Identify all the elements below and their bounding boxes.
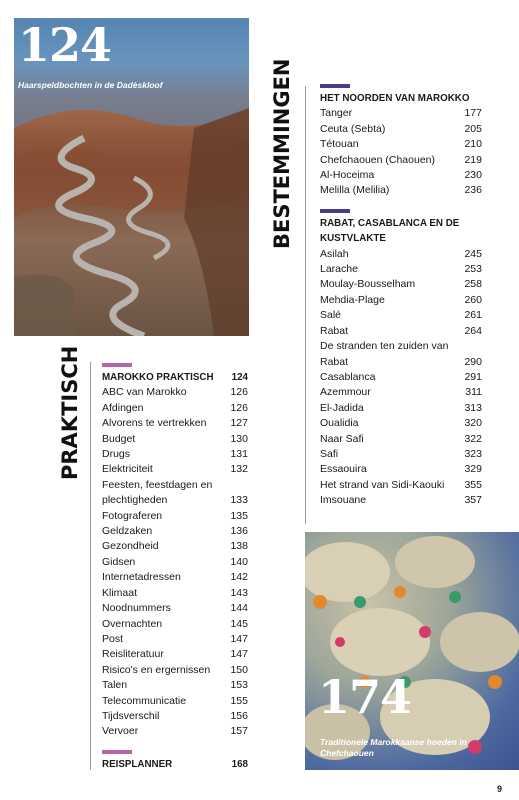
toc-entry[interactable]: Noodnummers 144	[102, 602, 248, 615]
toc-entry[interactable]: Geldzaken 136	[102, 525, 248, 538]
section-heading-bestemmingen: BESTEMMINGEN	[270, 58, 294, 249]
toc-entry[interactable]: Overnachten 145	[102, 617, 248, 630]
toc-bestemmingen	[320, 84, 482, 509]
toc-entry[interactable]: Reisliteratuur 147	[102, 648, 248, 661]
toc-entry[interactable]: Risico's en ergernissen 150	[102, 663, 248, 676]
section-color-bar	[320, 209, 350, 213]
toc-entry[interactable]: Naar Safi 322	[320, 432, 482, 445]
toc-entry[interactable]: Fotograferen 135	[102, 509, 248, 522]
toc-entry[interactable]: Afdingen 126	[102, 401, 248, 414]
photo-caption: Traditionele Marokkaanse hoeden in Chefchaouen	[320, 737, 467, 758]
toc-entry[interactable]: Gezondheid 138	[102, 540, 248, 553]
toc-entry[interactable]: Elektriciteit 132	[102, 463, 248, 476]
toc-entry[interactable]: Post 147	[102, 632, 248, 645]
toc-entry[interactable]: Oualidia 320	[320, 417, 482, 430]
toc-entry[interactable]: Het strand van Sidi-Kaouki 355	[320, 478, 482, 491]
toc-entry[interactable]: Azemmour 311	[320, 386, 482, 399]
toc-entry[interactable]: Moulay-Bousselham 258	[320, 278, 482, 291]
toc-entry[interactable]: Rabat 264	[320, 324, 482, 337]
toc-entry[interactable]: Imsouane 357	[320, 494, 482, 507]
toc-section-title[interactable]: MAROKKO PRAKTISCH 124	[102, 372, 248, 383]
toc-section	[320, 209, 482, 509]
photo-chefchaouen-hats	[305, 532, 519, 770]
toc-entry[interactable]: Tijdsverschil 156	[102, 709, 248, 722]
toc-entry[interactable]: Safi 323	[320, 447, 482, 460]
toc-section-title[interactable]: HET NOORDEN VAN MAROKKO	[320, 93, 470, 104]
toc-entry[interactable]: Alvorens te vertrekken 127	[102, 417, 248, 430]
toc-entry[interactable]: Internetadressen 142	[102, 571, 248, 584]
section-color-bar	[320, 84, 350, 88]
toc-entry[interactable]: Melilla (Melilia) 236	[320, 184, 482, 197]
toc-entry[interactable]: Ceuta (Sebta) 205	[320, 122, 482, 135]
toc-entry[interactable]: El-Jadida 313	[320, 401, 482, 414]
photo-page-number: 174	[318, 670, 412, 724]
toc-entry[interactable]: Feesten, feestdagen en plechtigheden 133	[102, 478, 248, 507]
toc-section	[320, 84, 482, 199]
toc-entry[interactable]: Klimaat 143	[102, 586, 248, 599]
toc-entry[interactable]: Budget 130	[102, 432, 248, 445]
toc-entry[interactable]: Talen 153	[102, 679, 248, 692]
photo-caption: Haarspeldbochten in de Dadèskloof	[18, 80, 163, 90]
toc-section-title[interactable]: RABAT, CASABLANCA EN DE KUSTVLAKTE	[320, 217, 460, 245]
toc-entry[interactable]: Al-Hoceima 230	[320, 169, 482, 182]
column-divider	[90, 362, 91, 770]
toc-entry[interactable]: ABC van Marokko 126	[102, 386, 248, 399]
toc-entry[interactable]: Gidsen 140	[102, 555, 248, 568]
photo-page-number: 124	[18, 18, 112, 72]
straw-hats-illustration	[305, 532, 519, 770]
toc-section-title[interactable]: REISPLANNER 168	[102, 758, 248, 770]
toc-entry[interactable]: Larache 253	[320, 263, 482, 276]
section-heading-praktisch: PRAKTISCH	[58, 345, 82, 480]
column-divider	[305, 86, 306, 524]
toc-entry[interactable]: Mehdia-Plage 260	[320, 293, 482, 306]
toc-entry[interactable]: De stranden ten zuiden van Rabat 290	[320, 340, 482, 368]
toc-entry[interactable]: Chefchaouen (Chaouen) 219	[320, 153, 482, 166]
toc-entry[interactable]: Drugs 131	[102, 448, 248, 461]
toc-entry[interactable]: Essaouira 329	[320, 463, 482, 476]
toc-entry[interactable]: Vervoer 157	[102, 725, 248, 738]
toc-entry[interactable]: Salé 261	[320, 309, 482, 322]
toc-praktisch	[102, 363, 248, 772]
toc-entry[interactable]: Tétouan 210	[320, 138, 482, 151]
section-color-bar	[102, 750, 132, 754]
toc-entry[interactable]: Telecommunicatie 155	[102, 694, 248, 707]
section-color-bar	[102, 363, 132, 367]
page-number: 9	[497, 784, 503, 794]
toc-entry[interactable]: Tanger 177	[320, 107, 482, 120]
toc-entry[interactable]: Casablanca 291	[320, 370, 482, 383]
toc-entry[interactable]: Asilah 245	[320, 247, 482, 260]
